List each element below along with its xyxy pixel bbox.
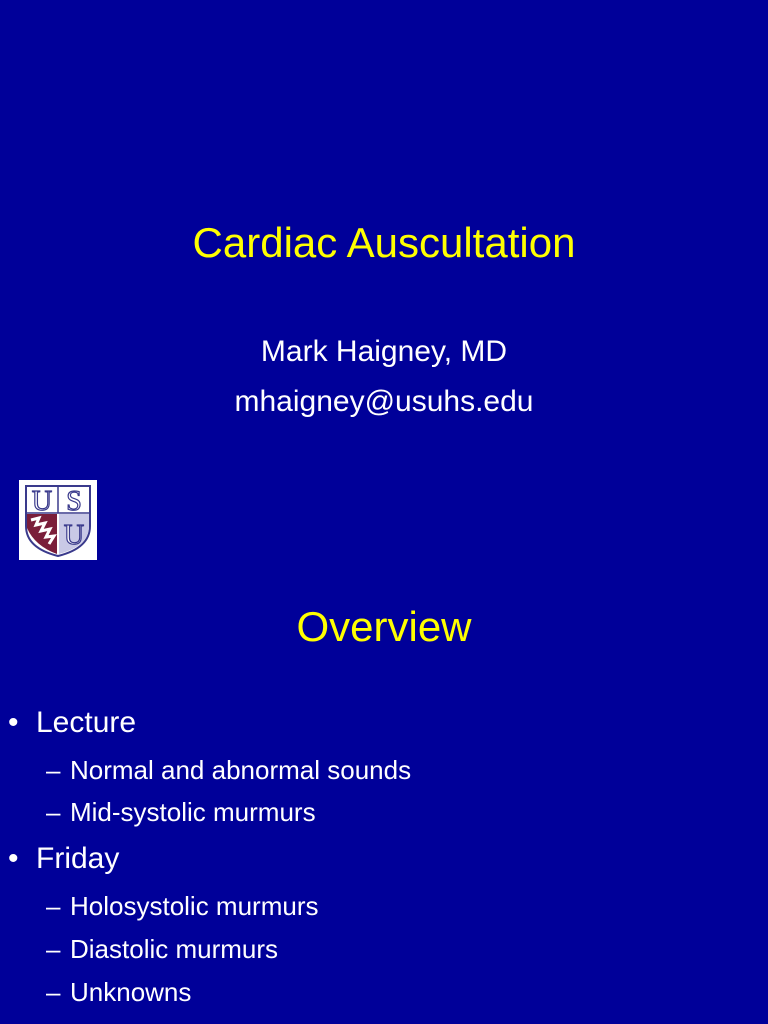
- sub-bullet-label: Normal and abnormal sounds: [70, 755, 412, 785]
- bullet-label: Lecture: [36, 706, 137, 739]
- usu-shield-icon: [19, 480, 97, 560]
- sub-bullet-label: Unknowns: [70, 977, 192, 1007]
- sub-bullet-item: [46, 893, 319, 919]
- logo-letter-s: S: [66, 486, 82, 517]
- sub-bullet-label: Mid-systolic murmurs: [70, 797, 316, 827]
- overview-heading: Overview: [296, 603, 472, 650]
- sub-bullet-glyph: –: [46, 797, 61, 827]
- sub-bullet-label: Diastolic murmurs: [70, 934, 279, 964]
- sub-bullet-glyph: –: [46, 934, 61, 964]
- sub-bullet-item: [46, 799, 316, 825]
- sub-bullet-item: [46, 979, 191, 1005]
- usu-logo: [19, 480, 97, 560]
- sub-bullet-item: [46, 757, 411, 783]
- bullet-label: Friday: [36, 842, 120, 875]
- slide-overview: [0, 576, 768, 1024]
- logo-letter-u2: U: [63, 520, 85, 551]
- bullet-item: [8, 708, 136, 738]
- sub-bullet-label: Holosystolic murmurs: [70, 891, 319, 921]
- bullet-glyph: •: [8, 842, 19, 875]
- slide-title-heading: Cardiac Auscultation: [192, 219, 576, 266]
- sub-bullet-glyph: –: [46, 977, 61, 1007]
- author-name: Mark Haigney, MD: [260, 335, 508, 368]
- bullet-item: [8, 844, 119, 874]
- logo-letter-u1: U: [31, 486, 53, 517]
- author-email: mhaigney@usuhs.edu: [234, 385, 534, 418]
- sub-bullet-glyph: –: [46, 891, 61, 921]
- bullet-glyph: •: [8, 706, 19, 739]
- sub-bullet-item: [46, 936, 278, 962]
- sub-bullet-glyph: –: [46, 755, 61, 785]
